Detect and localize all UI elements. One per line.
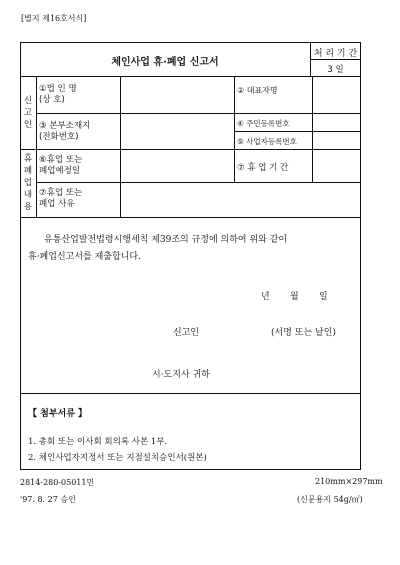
date-year: 년 [261,292,270,302]
resident-no-label: ④ 주민등록번호 [237,119,290,128]
paper-spec: (신문용지 54g/㎡) [297,495,363,504]
resident-no-field[interactable] [313,114,359,130]
suspension-period-label: ⑦ 휴 업 기 간 [237,163,289,173]
section-closure-label: 휴 폐 업 내 용 [23,154,33,212]
signature-hint: (서명 또는 날인) [271,328,336,338]
date-day: 일 [319,292,328,302]
business-no-field[interactable] [313,132,359,148]
representative-label: ② 대표자명 [237,86,278,95]
processing-period-label: 처 리 기 간 [313,49,358,59]
attachment-item-1: 1. 총회 또는 이사회 회의록 사본 1부. [28,437,168,447]
business-no-label: ⑤ 사업자등록번호 [237,137,297,146]
representative-field[interactable] [313,77,359,112]
processing-period-value: 3 일 [327,65,344,75]
form-code: 2814-280-05011민 [20,478,95,487]
form-label: [별지 제16호서식] [21,14,87,23]
reason-label: ⑦휴업 또는 폐업 사유 [39,188,83,209]
suspension-period-field[interactable] [313,150,359,181]
form-title: 체인사업 휴·폐업 신고서 [111,57,219,68]
corp-name-field[interactable] [121,77,233,112]
reason-field[interactable] [121,183,359,216]
closure-date-label: ⑥휴업 또는 폐업예정일 [39,155,83,176]
hq-address-field[interactable] [121,114,233,148]
date-month: 월 [290,292,299,302]
applicant-label: 신고인 [173,328,200,338]
statement-text: 유통산업발전법령시행세칙 제39조의 규정에 의하여 위와 같이 휴·폐업신고서를 제출합니다. [28,235,288,262]
attachments-header: 【 첨부서류 】 [28,409,88,419]
hq-address-label: ③ 본부소재지 (전화번호) [39,121,91,142]
corp-name-label: ①법 인 명 (상 호) [39,84,77,105]
approval-date: '97. 8. 27 승인 [20,495,76,504]
section-applicant-label: 신 고 인 [23,96,33,130]
attachment-item-2: 2. 체인사업자지정서 또는 지점설치승인서(원본) [28,453,207,463]
addressee: 시·도지사 귀하 [152,370,210,380]
closure-date-field[interactable] [121,150,233,181]
paper-size: 210mm×297mm [315,477,383,486]
